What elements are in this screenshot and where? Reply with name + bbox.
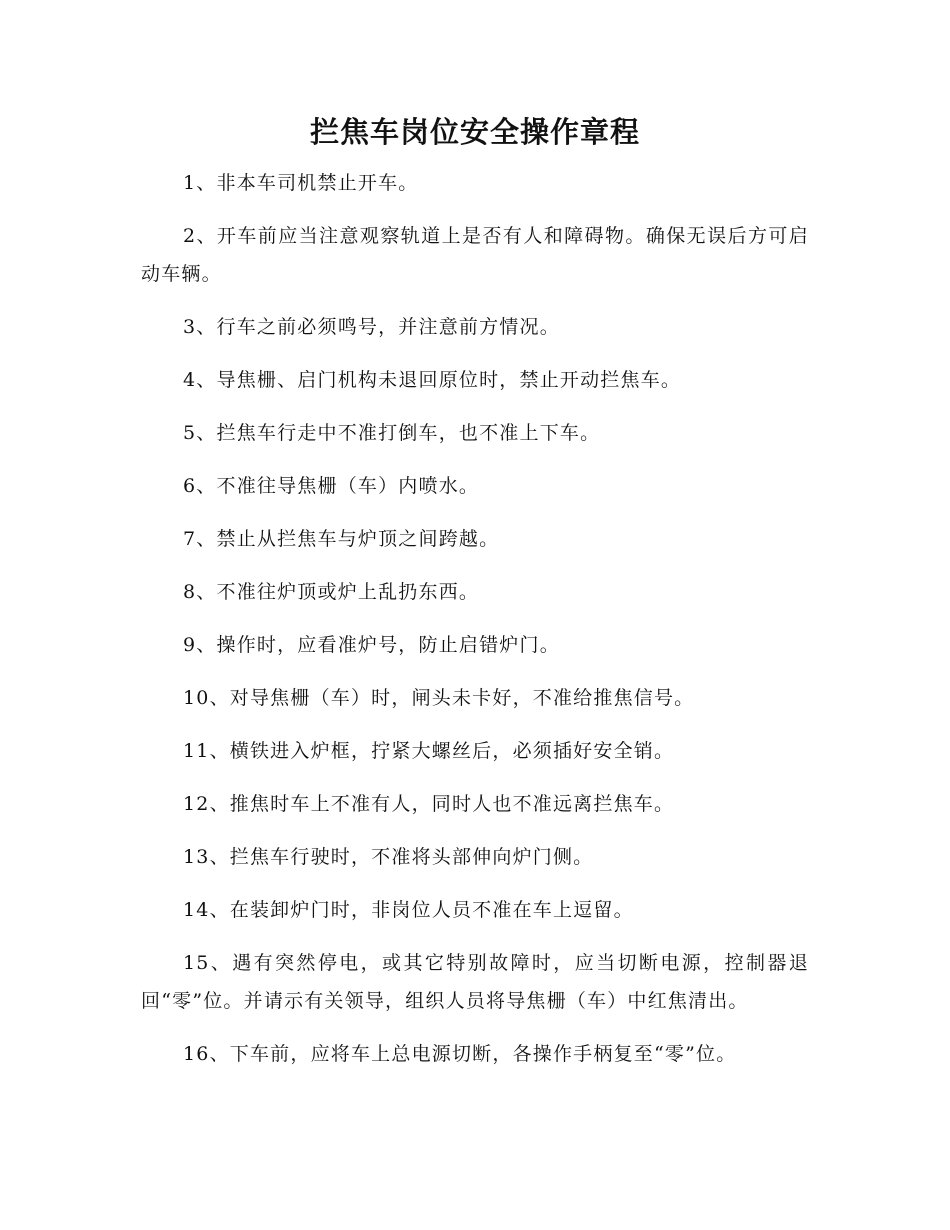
rule-item: 9、操作时，应看准炉号，防止启错炉门。 — [183, 634, 560, 656]
rule-item: 3、行车之前必须鸣号，并注意前方情况。 — [183, 316, 560, 338]
rule-item: 11、横铁进入炉框，拧紧大螺丝后，必须插好安全销。 — [183, 740, 675, 762]
rule-item: 12、推焦时车上不准有人，同时人也不准远离拦焦车。 — [183, 793, 675, 815]
rule-item: 1、非本车司机禁止开车。 — [183, 172, 419, 194]
rule-item: 14、在装卸炉门时，非岗位人员不准在车上逗留。 — [183, 899, 634, 921]
document-title: 拦焦车岗位安全操作章程 — [309, 115, 640, 149]
rule-item: 7、禁止从拦焦车与炉顶之间跨越。 — [183, 528, 500, 550]
rule-item: 10、对导焦栅（车）时，闸头未卡好，不准给推焦信号。 — [183, 687, 695, 709]
rule-item: 2、开车前应当注意观察轨道上是否有人和障碍物。确保无误后方可启动车辆。 — [141, 225, 809, 285]
rule-item: 5、拦焦车行走中不准打倒车，也不准上下车。 — [183, 422, 601, 444]
rule-item: 8、不准往炉顶或炉上乱扔东西。 — [183, 581, 480, 603]
rule-item: 13、拦焦车行驶时，不准将头部伸向炉门侧。 — [183, 846, 594, 868]
rules-list — [141, 164, 809, 1088]
rule-item: 6、不准往导焦栅（车）内喷水。 — [183, 475, 480, 497]
rule-item: 4、导焦栅、启门机构未退回原位时，禁止开动拦焦车。 — [183, 369, 682, 391]
rule-item: 15、遇有突然停电，或其它特别故障时，应当切断电源，控制器退回“零”位。并请示有关领导，组织人员将导焦栅（车）中红焦清出。 — [141, 952, 809, 1012]
rule-item: 16、下车前，应将车上总电源切断，各操作手柄复至“零”位。 — [183, 1043, 737, 1065]
